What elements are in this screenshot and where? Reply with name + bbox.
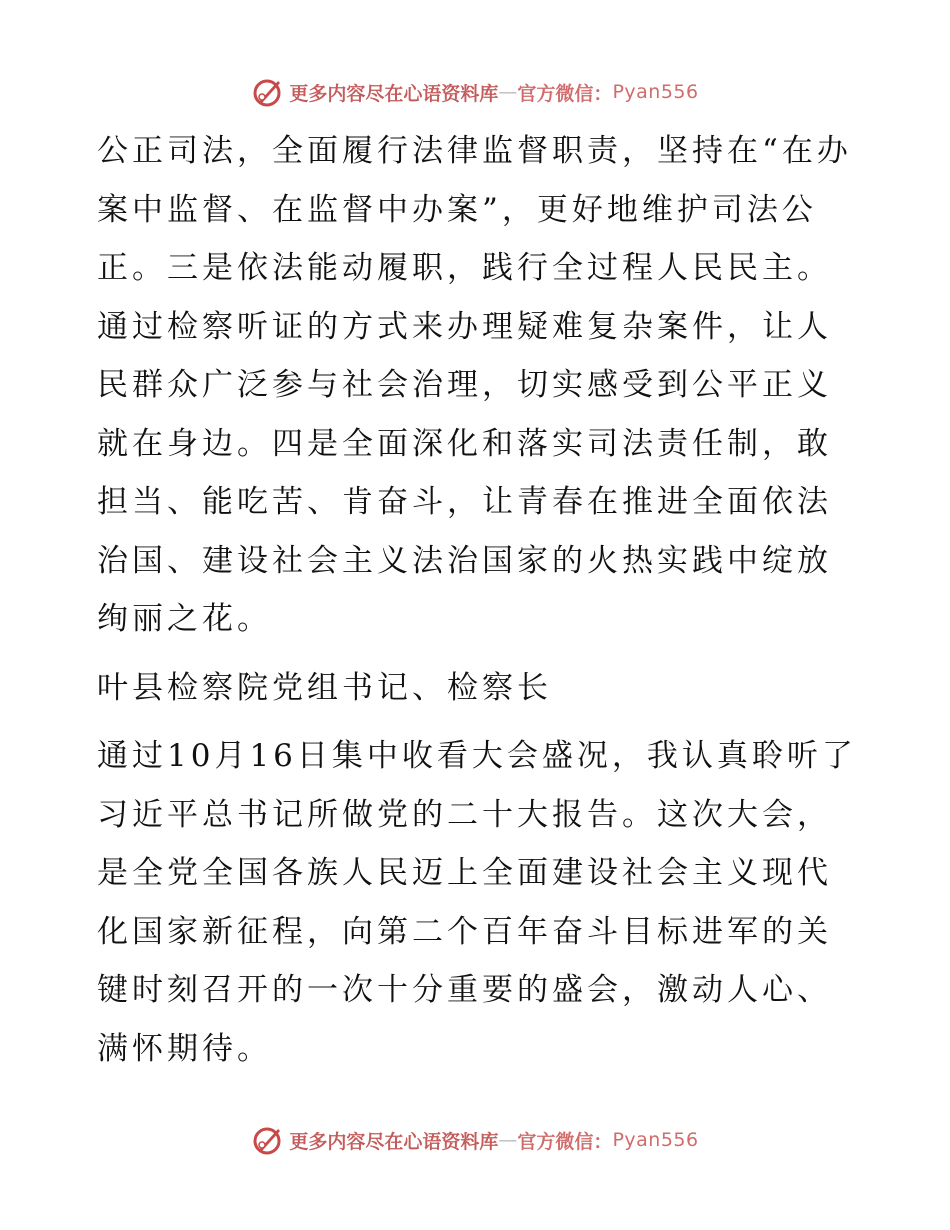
- banner-brand-text: 更多内容尽在心语资料库: [289, 82, 499, 105]
- footer-watermark-banner: [0, 1120, 950, 1160]
- banner-brand-text: 更多内容尽在心语资料库: [289, 1130, 499, 1153]
- paragraph-2: 通过10月16日集中收看大会盛况，我认真聆听了习近平总书记所做党的二十大报告。这次大会，是全党全国各族人民迈上全面建设社会主义现代化国家新征程，向第二个百年奋斗目标进军的关键时刻召开的一次十分重要的盛会，激动人心、满怀期待。: [97, 738, 857, 1067]
- header-watermark-banner: [0, 72, 950, 112]
- banner-separator: —: [498, 1129, 518, 1151]
- banner-account: Pyan556: [612, 81, 699, 103]
- banner-separator: —: [498, 81, 518, 103]
- banner-wechat-label: 官方微信：: [517, 1130, 613, 1153]
- author-line: 叶县检察院党组书记、检察长: [97, 669, 552, 706]
- paragraph-1: 公正司法，全面履行法律监督职责，坚持在“在办案中监督、在监督中办案”，更好地维护司法公正。三是依法能动履职，践行全过程人民民主。通过检察听证的方式来办理疑难复杂案件，让人民群众广泛参与社会治理，切实感受到公平正义就在身边。四是全面深化和落实司法责任制，敢担当、能吃苦、肯奋斗，让青春在推进全面依法治国、建设社会主义法治国家的火热实践中绽放绚丽之花。: [97, 133, 852, 637]
- red-quill-logo-icon: [251, 75, 285, 109]
- red-quill-logo-icon: [251, 1123, 285, 1157]
- banner-account: Pyan556: [612, 1129, 699, 1151]
- document-body: [97, 122, 857, 1078]
- banner-wechat-label: 官方微信：: [517, 82, 613, 105]
